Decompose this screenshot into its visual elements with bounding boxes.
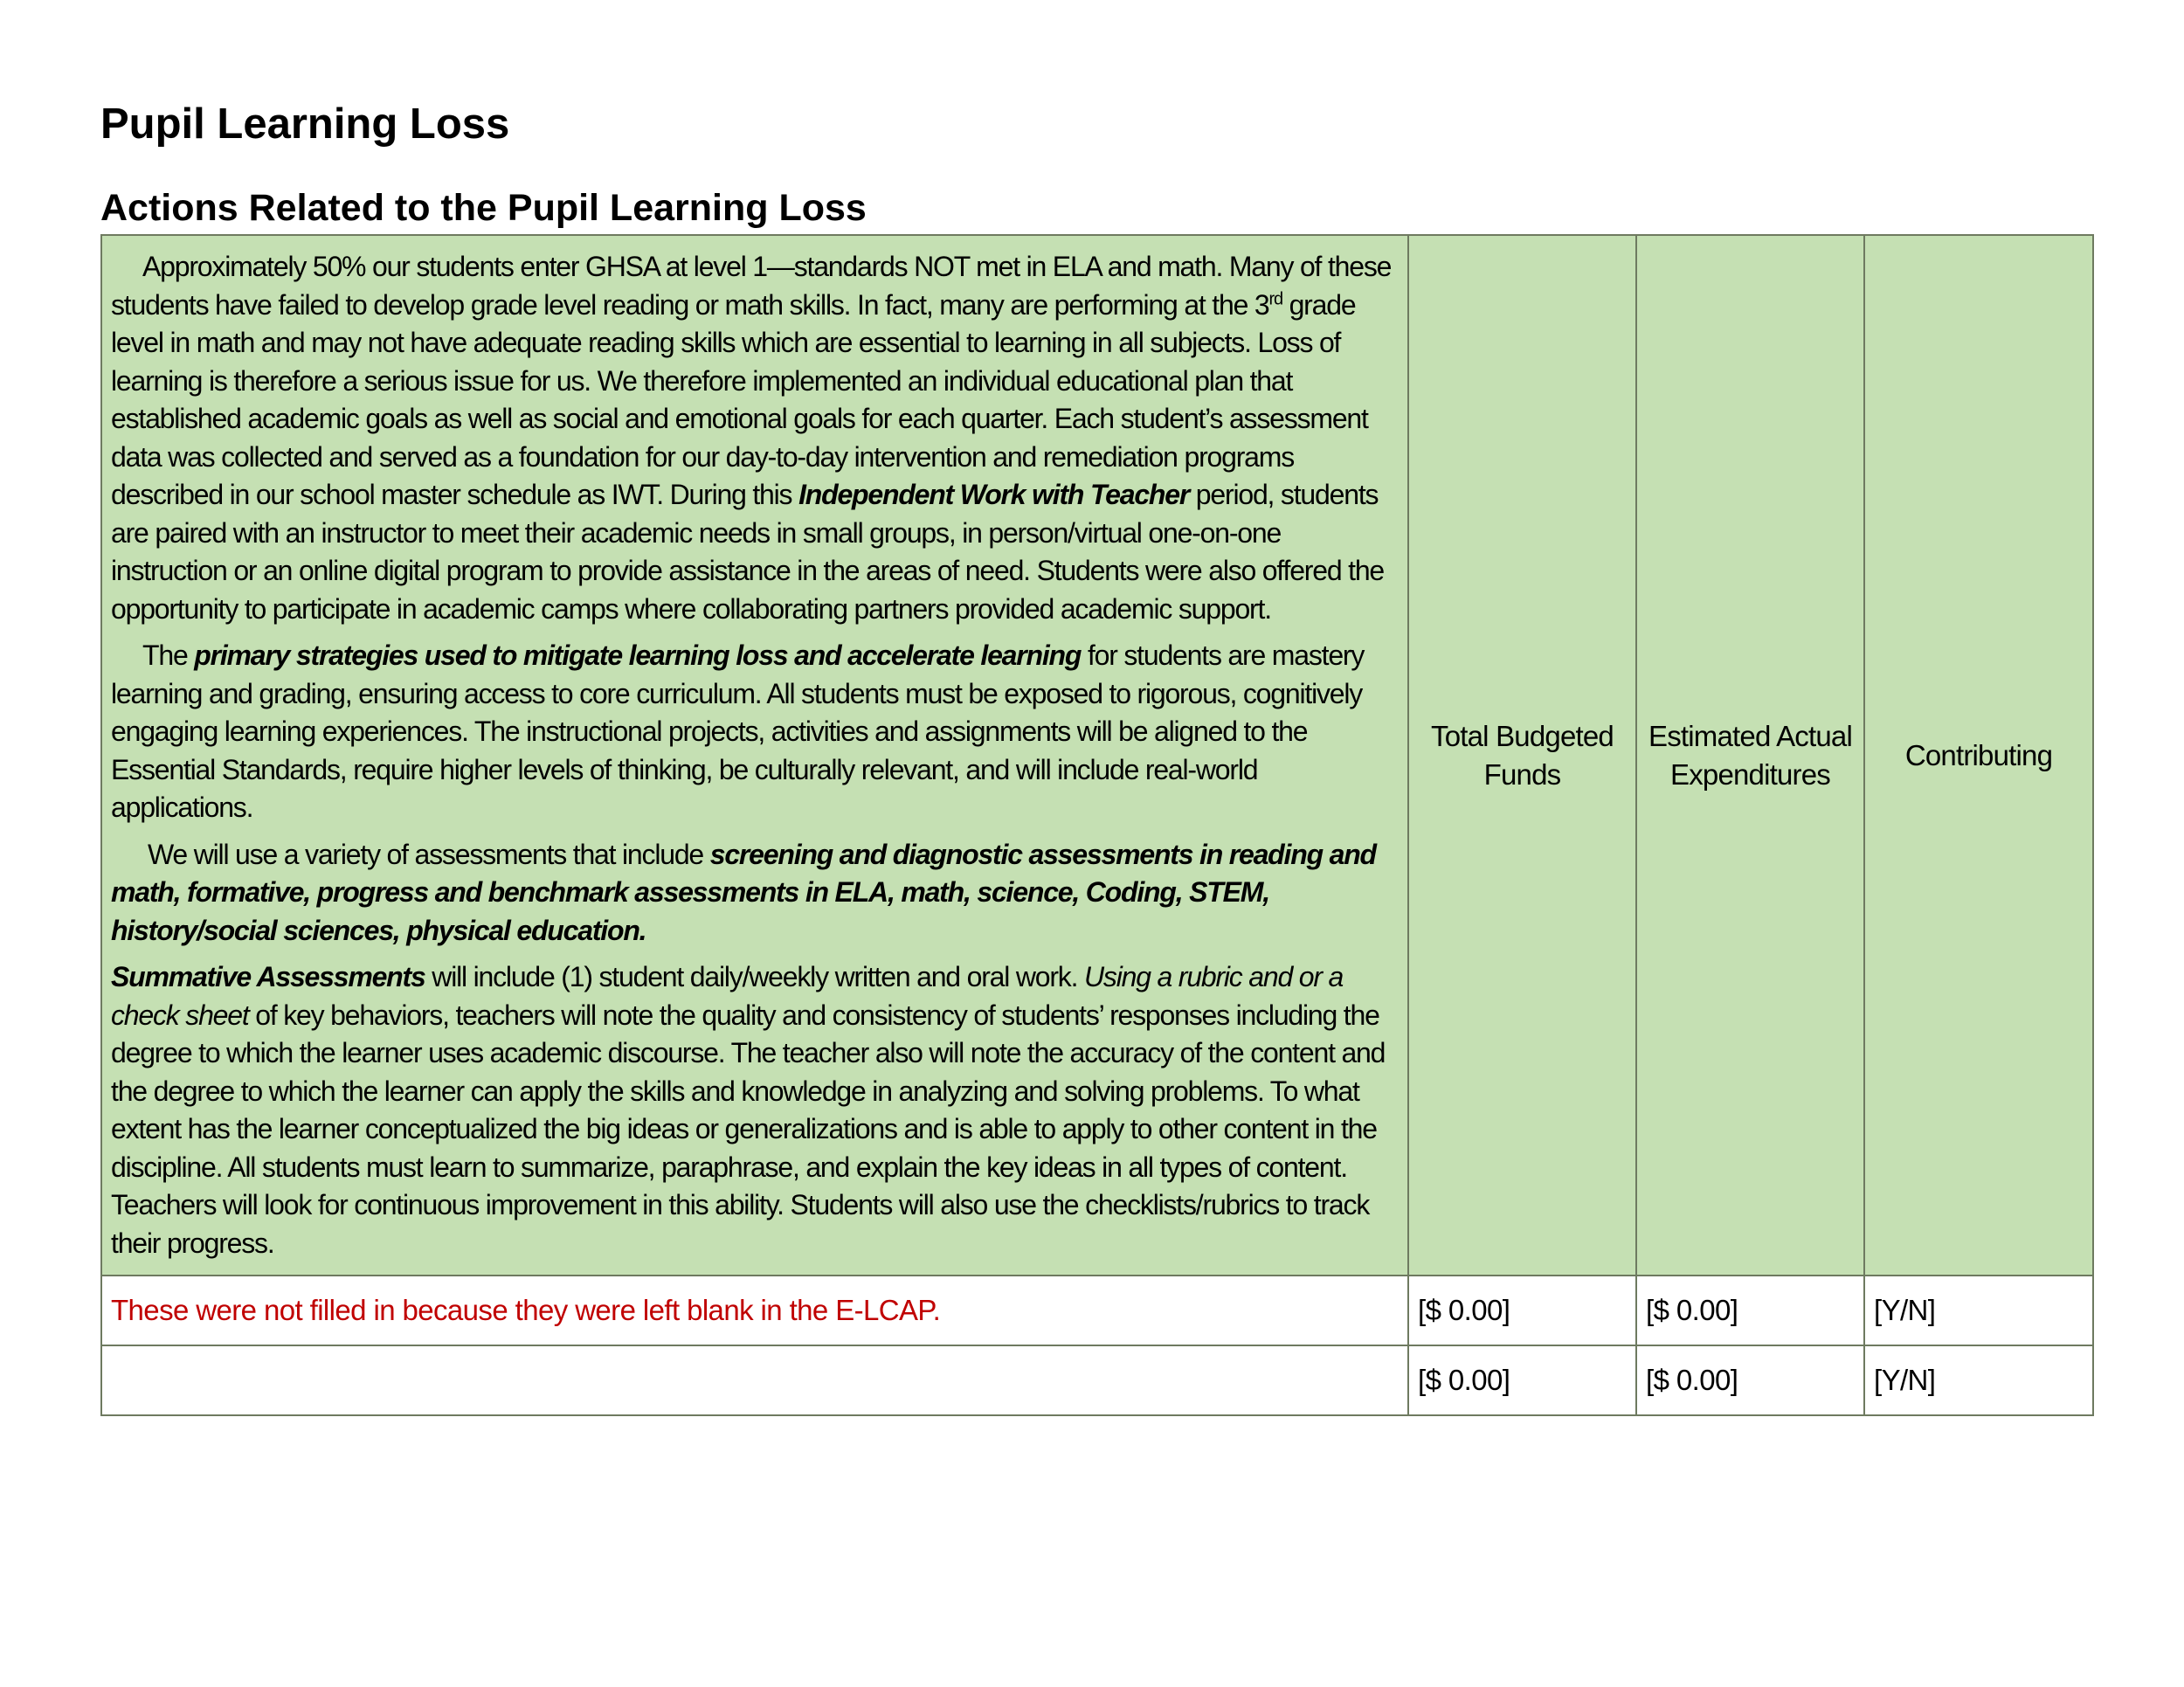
column-header-budgeted: Total Budgeted Funds: [1408, 235, 1636, 1276]
actual-cell[interactable]: [$ 0.00]: [1636, 1276, 1864, 1345]
text-run: We will use a variety of assessments that include: [148, 838, 710, 870]
emphasis-text: Independent Work with Teacher: [798, 479, 1190, 510]
emphasis-text: Summative Assessments: [111, 961, 425, 992]
contributing-cell[interactable]: [Y/N]: [1864, 1276, 2093, 1345]
italic-text: Using a rubric and or a check sheet: [111, 961, 1344, 1031]
text-run: Approximately 50% our students enter GHSA at level 1—standards NOT met in ELA and math. Many of these students have failed to develop grade level reading or math skills. In fact, many are performing at the 3: [111, 251, 1392, 321]
description-paragraph: [111, 836, 1399, 951]
description-paragraph: [111, 958, 1399, 1262]
table-row: [101, 1276, 2093, 1345]
text-run: period, students are paired with an instructor to meet their academic needs in small groups, in person/virtual one-on-one instruction or an online digital program to provide assistance in the areas of need. Students were also offered the opportunity to participate in academic camps where collaborating partners provided academic support.: [111, 479, 1385, 625]
section-title: Actions Related to the Pupil Learning Loss: [100, 187, 867, 229]
row-description-cell[interactable]: These were not filled in because they were left blank in the E-LCAP.: [101, 1276, 1408, 1345]
row-description-cell[interactable]: [101, 1345, 1408, 1415]
table-row: [101, 1345, 2093, 1415]
actions-table: [100, 234, 2094, 1416]
superscript: rd: [1268, 288, 1282, 308]
contributing-cell[interactable]: [Y/N]: [1864, 1345, 2093, 1415]
text-run: for students are mastery learning and grading, ensuring access to core curriculum. All students must be exposed to rigorous, cognitively engaging learning experiences. The instructional projects, activities and assignments will be aligned to the Essential Standards, require higher levels of thinking, be culturally relevant, and will include real-world applications.: [111, 640, 1365, 823]
action-description-cell: [101, 235, 1408, 1276]
budgeted-cell[interactable]: [$ 0.00]: [1408, 1276, 1636, 1345]
actual-cell[interactable]: [$ 0.00]: [1636, 1345, 1864, 1415]
column-header-actual: Estimated Actual Expenditures: [1636, 235, 1864, 1276]
table-header-row: [101, 235, 2093, 1276]
page-title: Pupil Learning Loss: [100, 100, 510, 148]
emphasis-text: screening and diagnostic assessments in reading and math, formative, progress and benchmark assessments in ELA, math, science, Coding, STEM, history/social sciences, physical education.: [111, 838, 1376, 946]
text-run: The: [142, 640, 195, 671]
text-run: of key behaviors, teachers will note the quality and consistency of students’ responses including the degree to which the learner uses academic discourse. The teacher also will note the accuracy of the content and the degree to which the learner can apply the skills and knowledge in analyzing and solving problems. To what extent has the learner conceptualized the big ideas or generalizations and is able to apply to other content in the discipline. All students must learn to summarize, paraphrase, and explain the key ideas in all types of content. Teachers will look for continuous improvement in this ability. Students will also use the checklists/rubrics to track their progress.: [111, 999, 1386, 1259]
column-header-contributing: Contributing: [1864, 235, 2093, 1276]
budgeted-cell[interactable]: [$ 0.00]: [1408, 1345, 1636, 1415]
description-paragraph: [111, 637, 1399, 827]
description-paragraph: [111, 248, 1399, 628]
text-run: grade level in math and may not have adequate reading skills which are essential to learning in all subjects. Loss of learning is therefore a serious issue for us. We therefore implemented an individual educational plan that established academic goals as well as social and emotional goals for each quarter. Each student’s assessment data was collected and served as a foundation for our day-to-day intervention and remediation programs described in our school master schedule as IWT. During this: [111, 288, 1368, 510]
text-run: will include (1) student daily/weekly written and oral work.: [425, 961, 1084, 992]
document-page: [100, 98, 2092, 1396]
emphasis-text: primary strategies used to mitigate learning loss and accelerate learning: [194, 640, 1082, 671]
